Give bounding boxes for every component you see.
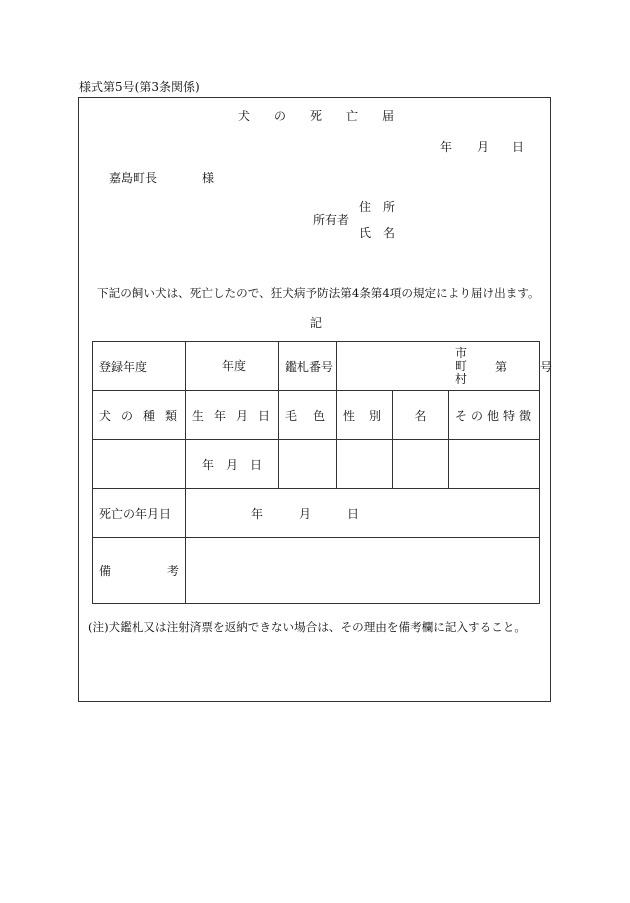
birth-value: 年 月 日 — [201, 457, 262, 472]
remarks-value-cell[interactable] — [186, 538, 540, 604]
death-date-label-cell — [93, 489, 186, 538]
breed-label-cell — [93, 391, 186, 440]
birth-value-cell[interactable] — [186, 440, 279, 489]
remarks-row — [93, 538, 540, 604]
title-char: の — [273, 109, 286, 123]
features-value-cell[interactable] — [449, 440, 540, 489]
addressee-honorific: 様 — [202, 171, 215, 185]
tag-label: 鑑札番号 — [285, 359, 334, 374]
ki-label: 記 — [310, 316, 323, 330]
coat-value-cell[interactable] — [279, 440, 337, 489]
death-date-value-cell[interactable] — [186, 489, 540, 538]
dog-name-value-cell[interactable] — [393, 440, 449, 489]
breed-value-cell[interactable] — [93, 440, 186, 489]
city-town-village: 市 町 村 — [455, 346, 468, 386]
dog-name-label-cell — [393, 391, 449, 440]
form-title — [238, 110, 394, 122]
tag-label-cell — [279, 342, 337, 391]
owner-name-label: 氏 名 — [359, 226, 396, 240]
tag-number-cell[interactable] — [337, 342, 553, 391]
dai-label: 第 — [495, 360, 508, 374]
sex-value-cell[interactable] — [337, 440, 393, 489]
death-date-label: 死亡の年月日 — [99, 506, 172, 521]
dog-info-table — [92, 341, 553, 604]
reg-year-label: 登録年度 — [99, 359, 148, 374]
title-char: 亡 — [345, 109, 358, 123]
form-number-label: 様式第5号(第3条関係) — [79, 80, 200, 94]
sex-label: 性別 — [343, 408, 396, 423]
breed-label: 犬の種類 — [99, 408, 188, 423]
date-day: 日 — [512, 140, 525, 154]
footnote: (注)犬鑑札又は注射済票を返納できない場合は、その理由を備考欄に記入すること。 — [88, 620, 527, 634]
reg-year-suffix-label: 年度 — [222, 359, 247, 373]
features-label: その他特徴 — [455, 408, 536, 423]
coat-label: 毛色 — [285, 408, 342, 423]
go-label: 号 — [540, 360, 553, 374]
addressee-name: 嘉島町長 — [109, 171, 158, 185]
birth-label-cell — [186, 391, 279, 440]
owner-label: 所有者 — [313, 213, 350, 227]
coat-label-cell — [279, 391, 342, 440]
sex-label-cell — [337, 391, 396, 440]
reg-year-label-cell — [93, 342, 186, 391]
date-month: 月 — [477, 140, 490, 154]
declaration-text: 下記の飼い犬は、死亡したので、狂犬病予防法第4条第4項の規定により届け出ます。 — [97, 286, 540, 300]
dog-name-label: 名 — [414, 408, 427, 423]
features-label-cell — [449, 391, 540, 440]
owner-address-label: 住 所 — [359, 200, 396, 214]
header-row — [93, 391, 540, 440]
title-char: 死 — [309, 109, 322, 123]
title-char: 犬 — [238, 109, 251, 123]
remarks-label: 備 考 — [99, 564, 179, 578]
remarks-label-cell — [93, 538, 186, 604]
registration-row — [93, 342, 540, 391]
dog-data-row — [93, 440, 540, 489]
date-year: 年 — [440, 140, 453, 154]
death-date-row — [93, 489, 540, 538]
title-char: 届 — [381, 109, 394, 123]
death-date-value: 年 月 日 — [251, 506, 360, 521]
birth-label: 生年月日 — [192, 408, 281, 423]
